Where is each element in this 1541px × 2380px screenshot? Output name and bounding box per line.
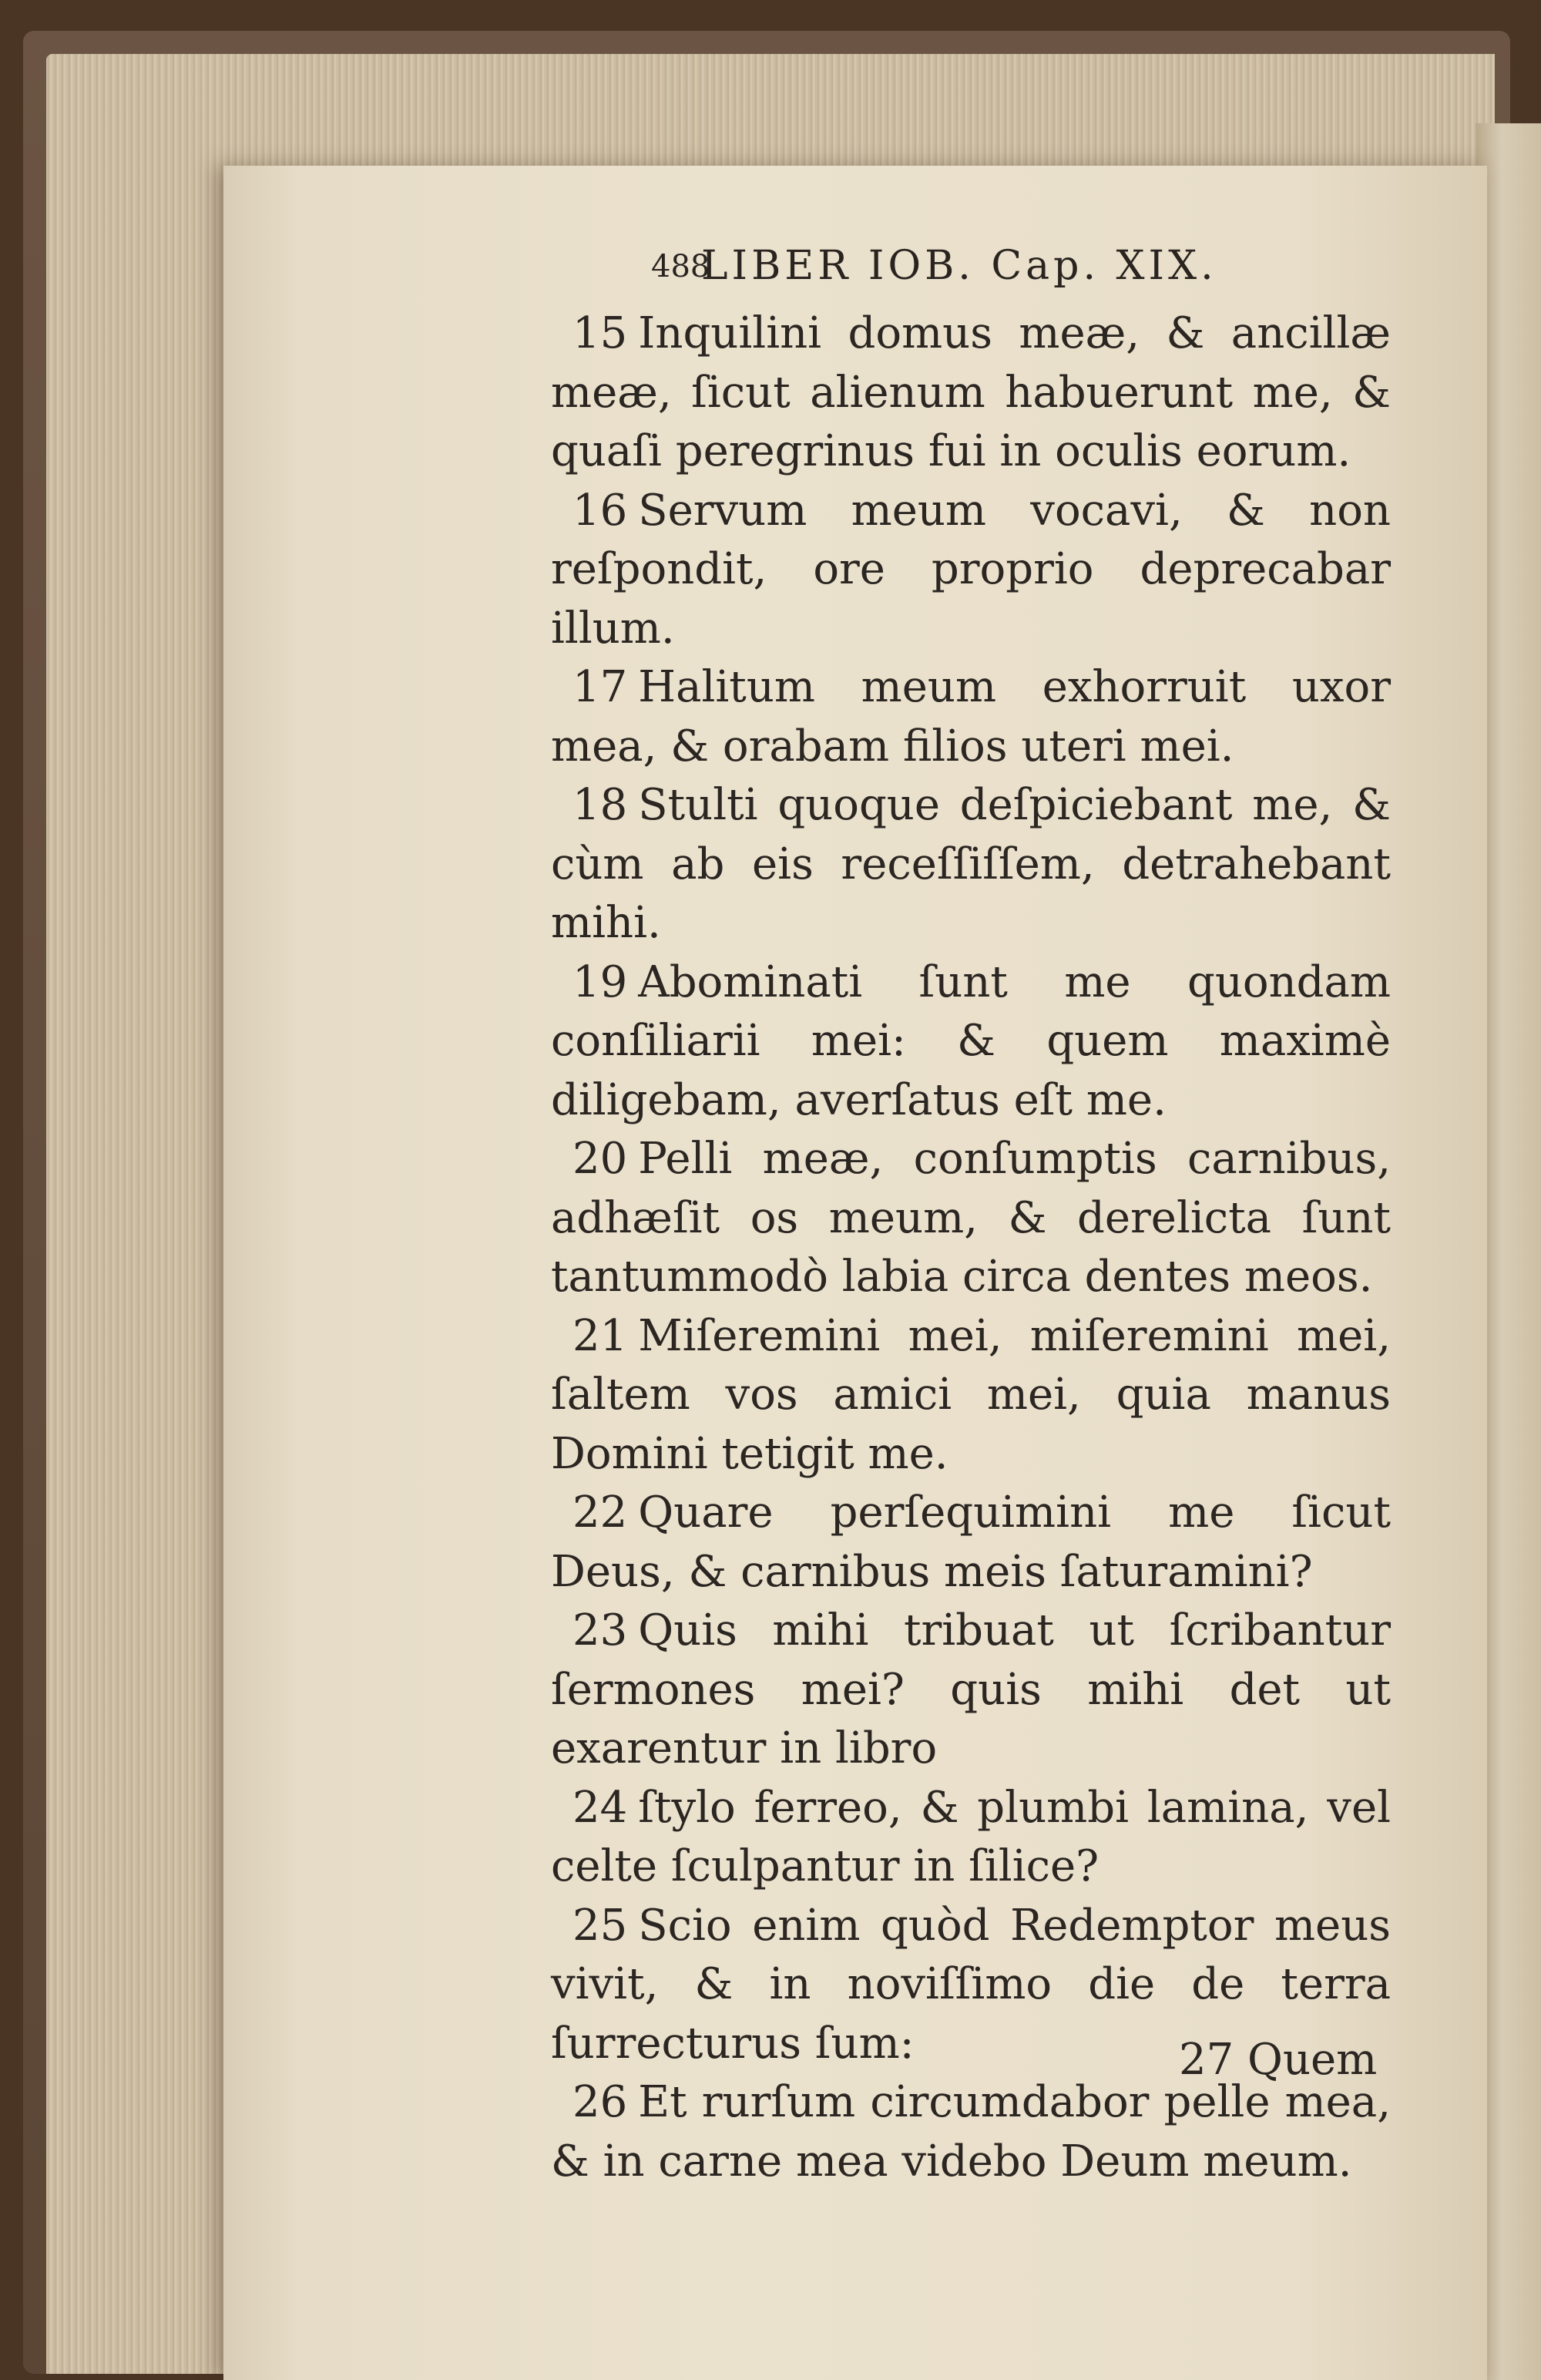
verse-number: 24: [572, 1782, 628, 1833]
page-number: 488: [651, 249, 710, 284]
verse-number: 20: [572, 1134, 628, 1184]
catchword: 27 Quem: [1179, 2035, 1378, 2085]
running-head: LIBER IOB. Cap. XIX.: [701, 243, 1217, 289]
verse-text: Et rurſum circumdabor pelle mea, & in carne mea videbo Deum meum.: [551, 2077, 1391, 2187]
verse-number: 26: [572, 2077, 628, 2127]
verse-number: 15: [572, 308, 628, 358]
verse-16: [551, 482, 1391, 659]
verse-15: [551, 304, 1391, 482]
verse-text: Servum meum vocavi, & non reſpondit, ore proprio deprecabar illum.: [551, 485, 1391, 654]
verse-18: [551, 776, 1391, 953]
verse-number: 19: [572, 956, 628, 1007]
verse-17: [551, 658, 1391, 776]
verse-number: 23: [572, 1605, 628, 1656]
verse-22: [551, 1484, 1391, 1602]
verse-text: Inquilini domus meæ, & ancillæ meæ, ſicut alienum habuerunt me, & quaſi peregrinus fui in oculis eorum.: [551, 308, 1391, 476]
verse-text: Abominati ſunt me quondam conſiliarii mei: & quem maximè diligebam, averſatus eſt me.: [551, 956, 1391, 1125]
verse-19: [551, 953, 1391, 1131]
verse-23: [551, 1602, 1391, 1779]
verse-text: Miſeremini mei, miſeremini mei, ſaltem vos amici mei, quia manus Domini tetigit me.: [551, 1310, 1391, 1479]
verse-number: 16: [572, 485, 628, 536]
verse-number: 25: [572, 1900, 628, 1951]
verse-text: Pelli meæ, conſumptis carnibus, adhæſit os meum, & derelicta ſunt tantummodò labia circa dentes meos.: [551, 1134, 1391, 1302]
verse-text: ſtylo ferreo, & plumbi lamina, vel celte ſculpantur in ſilice?: [551, 1782, 1391, 1891]
verse-21: [551, 1307, 1391, 1484]
verse-number: 18: [572, 780, 628, 830]
verse-text: Halitum meum exhorruit uxor mea, & orabam filios uteri mei.: [551, 662, 1391, 771]
verse-24: [551, 1779, 1391, 1897]
verse-text: Scio enim quòd Redemptor meus vivit, & in noviſſimo die de terra ſurrecturus ſum:: [551, 1900, 1391, 2069]
verse-number: 17: [572, 662, 628, 712]
verse-text: Quis mihi tribuat ut ſcribantur ſermones mei? quis mihi det ut exarentur in libro: [551, 1605, 1391, 1773]
verse-number: 21: [572, 1310, 628, 1361]
verse-text-block: [551, 304, 1391, 2191]
verse-text: Quare perſequimini me ſicut Deus, & carnibus meis ſaturamini?: [551, 1488, 1391, 1597]
verse-text: Stulti quoque deſpiciebant me, & cùm ab eis receſſiſſem, detrahebant mihi.: [551, 780, 1391, 948]
verse-26: [551, 2073, 1391, 2191]
verse-20: [551, 1130, 1391, 1307]
verse-number: 22: [572, 1488, 628, 1538]
